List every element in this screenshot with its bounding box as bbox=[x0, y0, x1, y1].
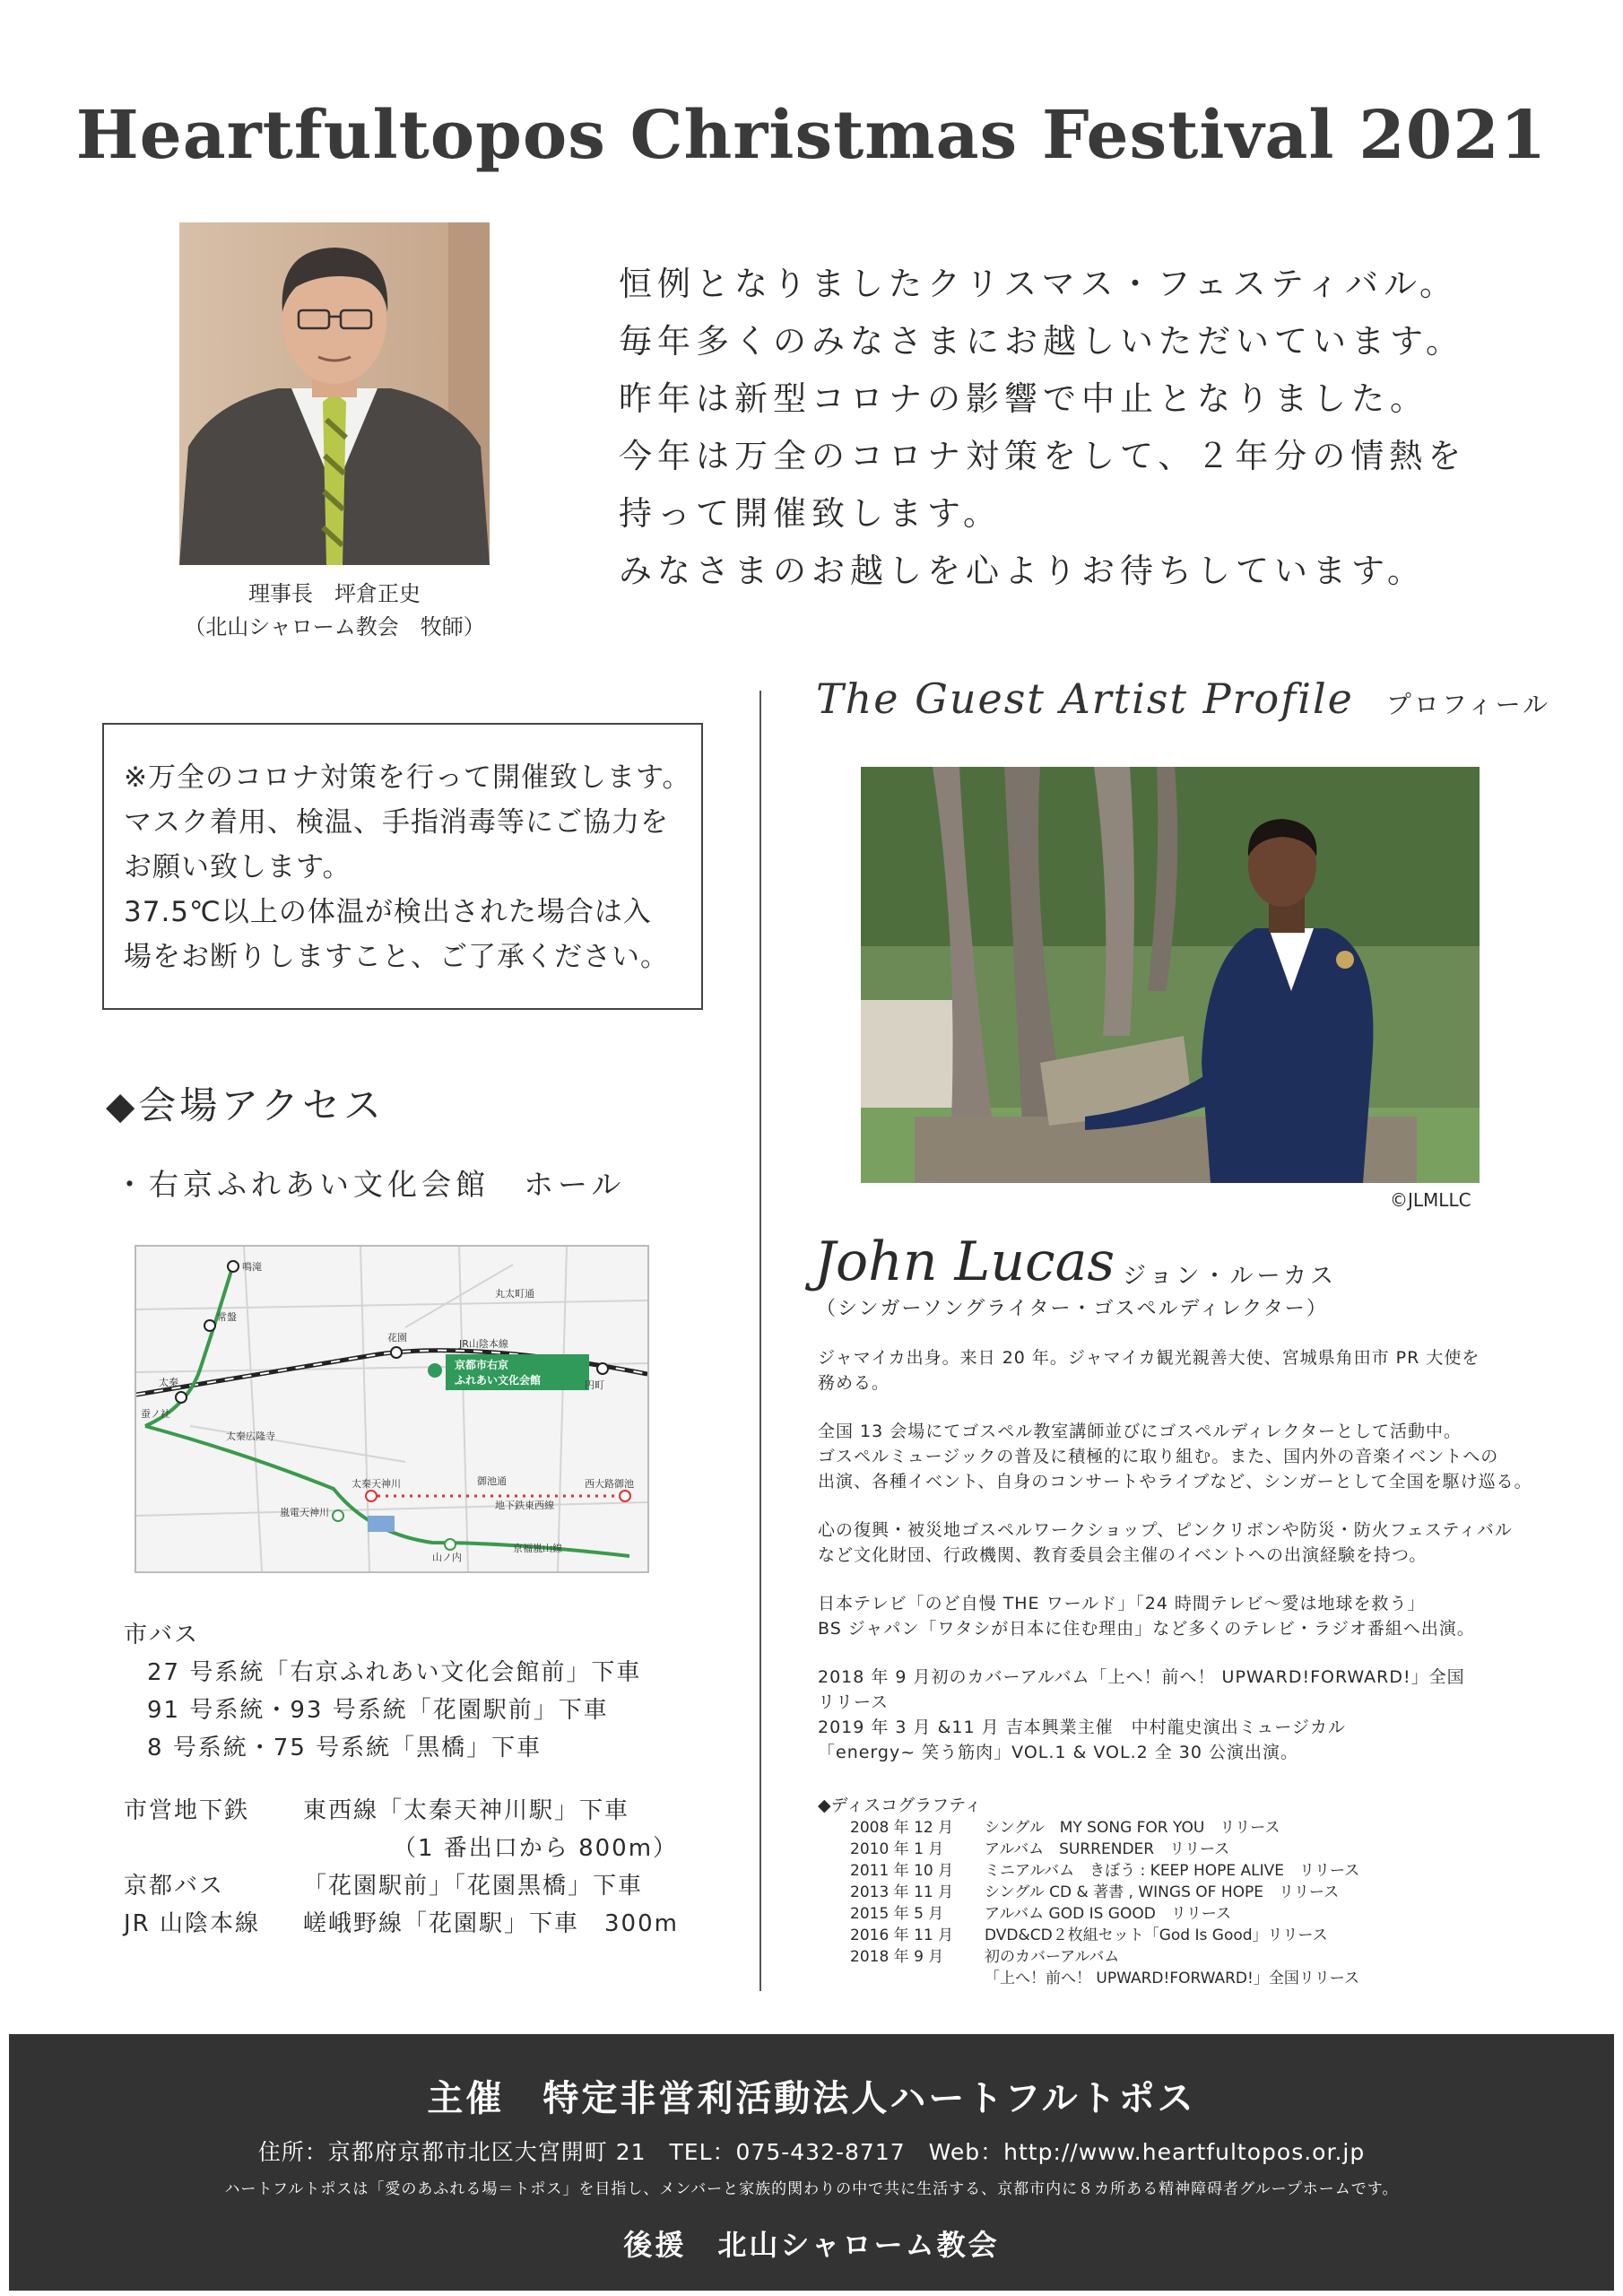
discography-date: 2010 年 1 月 bbox=[850, 1840, 944, 1858]
map-venue-label: ふれあい文化会館 bbox=[455, 1374, 542, 1387]
bio-line: ジャマイカ出身。来日 20 年。ジャマイカ観光親善大使、宮城県角田市 PR 大使を bbox=[818, 1348, 1480, 1368]
photo-copyright: ©JLMLLC bbox=[1390, 1189, 1471, 1211]
chairman-caption-affiliation: （北山シャローム教会 牧師） bbox=[184, 614, 485, 639]
map-label-randen-tenjingawa: 嵐電天神川 bbox=[280, 1507, 329, 1518]
footer-address: 住所：京都府京都市北区大宮開町 21 TEL：075-432-8717 Web：http://www.heartfultopos.or.jp bbox=[257, 2139, 1366, 2165]
discography-text: 初のカバーアルバム bbox=[985, 1948, 1120, 1966]
discography-item bbox=[850, 1968, 1359, 1989]
map-label-uzumasa-tenjingawa: 太秦天神川 bbox=[352, 1478, 401, 1490]
discography-list bbox=[850, 1817, 1359, 1989]
bio-line: 日本テレビ「のど自慢 THE ワールド」「24 時間テレビ～愛は地球を救う」 bbox=[818, 1594, 1426, 1613]
transit-directions bbox=[124, 1616, 679, 1943]
map-label-oike: 御池通 bbox=[477, 1475, 507, 1487]
subway-label: 市営地下鉄 bbox=[124, 1797, 250, 1824]
jr-value: 嵯峨野線「花園駅」下車 300m bbox=[303, 1910, 679, 1937]
discography-text: シングル CD & 著書 , WINGS OF HOPE リリース bbox=[985, 1883, 1340, 1901]
artist-name: John Lucas bbox=[814, 1231, 1115, 1293]
greeting-line: 昨年は新型コロナの影響で中止となりました。 bbox=[619, 379, 1428, 418]
profile-heading bbox=[816, 674, 1550, 723]
map-label-marutamachi: 丸太町通 bbox=[495, 1288, 534, 1300]
bio-line: など文化財団、行政機関、教育委員会主催のイベントへの出演経験を持つ。 bbox=[818, 1545, 1428, 1565]
access-map bbox=[135, 1245, 649, 1573]
map-label-narutaki: 鳴滝 bbox=[242, 1261, 262, 1273]
notice-line: 場をお断りしますこと、ご了承ください。 bbox=[124, 941, 669, 973]
bio-paragraph bbox=[818, 1518, 1553, 1568]
discography-text: 「上へ！前へ！ UPWARD!FORWARD!」全国リリース bbox=[985, 1970, 1359, 1987]
notice-line: ※万全のコロナ対策を行って開催致します。 bbox=[124, 761, 691, 794]
notice-line: お願い致します。 bbox=[124, 851, 352, 883]
greeting-line: 持って開催致します。 bbox=[619, 494, 1002, 533]
profile-heading-jp: プロフィール bbox=[1385, 690, 1551, 719]
page-title: Heartfultopos Christmas Festival 2021 bbox=[75, 97, 1548, 174]
discography-date: 2008 年 12 月 bbox=[850, 1819, 954, 1837]
covid-notice-box bbox=[102, 723, 703, 1010]
discography-item bbox=[850, 1903, 1359, 1925]
greeting-message bbox=[619, 256, 1466, 600]
bio-paragraph bbox=[818, 1345, 1553, 1396]
map-label-jr-line: JR山陰本線 bbox=[459, 1338, 508, 1350]
city-bus-route: 8 号系統・75 号系統「黒橋」下車 bbox=[147, 1735, 542, 1761]
map-label-hanazono: 花園 bbox=[387, 1332, 407, 1344]
bio-line: 全国 13 会場にてゴスペル教室講師並びにゴスペルディレクターとして活動中。 bbox=[818, 1422, 1462, 1441]
bio-line: 2019 年 3 月 &11 月 吉本興業主催 中村龍史演出ミュージカル bbox=[818, 1718, 1346, 1737]
discography-date: 2018 年 9 月 bbox=[850, 1948, 944, 1966]
map-label-tokiwa: 常盤 bbox=[217, 1311, 237, 1323]
city-bus-route: 91 号系統・93 号系統「花園駅前」下車 bbox=[147, 1697, 609, 1724]
map-venue-label: 京都市右京 bbox=[455, 1359, 509, 1371]
bio-line: 「energy~ 笑う筋肉」VOL.1 & VOL.2 全 30 公演出演。 bbox=[818, 1743, 1299, 1762]
map-label-kaikonoyashiro: 蚕ノ社 bbox=[141, 1408, 170, 1420]
city-bus-route: 27 号系統「右京ふれあい文化会館前」下車 bbox=[147, 1659, 642, 1686]
discography-heading: ◆ディスコグラフティ bbox=[818, 1796, 982, 1815]
footer-support: 後援 北山シャローム教会 bbox=[623, 2228, 1000, 2262]
artist-name-jp: ジョン・ルーカス bbox=[1123, 1263, 1337, 1290]
discography-date: 2016 年 11 月 bbox=[850, 1926, 954, 1944]
bio-paragraph bbox=[818, 1591, 1553, 1641]
subway-value: 東西線「太秦天神川駅」下車 bbox=[303, 1797, 630, 1824]
profile-heading-en: The Guest Artist Profile bbox=[816, 674, 1354, 723]
discography-text: ミニアルバム きぼう : KEEP HOPE ALIVE リリース bbox=[985, 1862, 1360, 1880]
bio-line: リリース bbox=[818, 1692, 890, 1712]
map-label-saiin: 西大路御池 bbox=[585, 1478, 634, 1490]
chairman-caption bbox=[135, 578, 534, 644]
venue-name: ・右京ふれあい文化会館 ホール bbox=[115, 1167, 626, 1202]
discography-item bbox=[850, 1882, 1359, 1903]
map-label-tozai-line: 地下鉄東西線 bbox=[495, 1500, 554, 1511]
discography-item bbox=[850, 1839, 1359, 1860]
kyoto-bus-label: 京都バス bbox=[124, 1873, 225, 1900]
column-divider bbox=[759, 691, 761, 1991]
discography-date: 2015 年 5 月 bbox=[850, 1905, 944, 1923]
discography-item bbox=[850, 1817, 1359, 1839]
notice-line: 37.5℃以上の体温が検出された場合は入 bbox=[124, 896, 652, 928]
greeting-line: 今年は万全のコロナ対策をして、２年分の情熱を bbox=[619, 437, 1467, 475]
chairman-caption-name: 理事長 坪倉正史 bbox=[248, 581, 421, 606]
kyoto-bus-value: 「花園駅前」「花園黒橋」下車 bbox=[303, 1873, 644, 1900]
bio-line: 2018 年 9 月初のカバーアルバム「上へ！前へ！ UPWARD!FORWARD!」全国 bbox=[818, 1667, 1465, 1687]
greeting-line: 恒例となりましたクリスマス・フェスティバル。 bbox=[619, 265, 1459, 303]
artist-photo bbox=[861, 767, 1480, 1183]
map-label-yamanouchi: 山ノ内 bbox=[432, 1552, 462, 1563]
discography-text: アルバム SURRENDER リリース bbox=[985, 1840, 1230, 1858]
discography-date: 2011 年 10 月 bbox=[850, 1862, 954, 1880]
map-label-emmachi: 円町 bbox=[585, 1379, 604, 1391]
footer-organizer: 主催 特定非営利活動法人ハートフルトポス bbox=[427, 2078, 1196, 2119]
discography-date: 2013 年 11 月 bbox=[850, 1883, 954, 1901]
notice-line: マスク着用、検温、手指消毒等にご協力を bbox=[124, 806, 669, 839]
bio-line: BS ジャパン「ワタシが日本に住む理由」など多くのテレビ・ラジオ番組へ出演。 bbox=[818, 1619, 1475, 1639]
footer-banner bbox=[9, 2034, 1614, 2291]
greeting-line: みなさまのお越しを心よりお待ちしています。 bbox=[619, 552, 1427, 590]
bio-line: ゴスペルミュージックの普及に積極的に取り組む。また、国内外の音楽イベントへの bbox=[818, 1447, 1499, 1466]
discography-item bbox=[850, 1946, 1359, 1968]
bio-line: 心の復興・被災地ゴスペルワークショップ、ピンクリボンや防災・防火フェスティバル bbox=[818, 1520, 1513, 1540]
bio-paragraph bbox=[818, 1419, 1553, 1494]
discography-text: アルバム GOD IS GOOD リリース bbox=[985, 1905, 1231, 1923]
discography-text: DVD&CD２枚組セット「God Is Good」リリース bbox=[985, 1926, 1328, 1944]
city-bus-label: 市バス bbox=[124, 1622, 200, 1648]
discography-item bbox=[850, 1925, 1359, 1946]
artist-role: （シンガーソングライター・ゴスペルディレクター） bbox=[816, 1298, 1328, 1320]
map-label-uzumasa-koryuji: 太秦広隆寺 bbox=[226, 1431, 275, 1442]
map-label-randen-line: 京福嵐山線 bbox=[513, 1543, 562, 1554]
access-heading: ◆会場アクセス bbox=[106, 1083, 386, 1127]
bio-line: 出演、各種イベント、自身のコンサートやライブなど、シンガーとして全国を駆け巡る。 bbox=[818, 1472, 1532, 1492]
bio-line: 務める。 bbox=[818, 1373, 890, 1393]
discography-text: シングル MY SONG FOR YOU リリース bbox=[985, 1819, 1280, 1837]
bio-paragraph bbox=[818, 1665, 1553, 1765]
greeting-line: 毎年多くのみなさまにお越しいただいています。 bbox=[619, 322, 1465, 361]
chairman-photo bbox=[179, 222, 490, 565]
footer-description: ハートフルトポスは「愛のあふれる場＝トポス」を目指し、メンバーと家族的関わりの中で共に生活する、京都市内に８カ所ある精神障碍者グループホームです。 bbox=[224, 2180, 1399, 2198]
discography-item bbox=[850, 1860, 1359, 1882]
jr-label: JR 山陰本線 bbox=[124, 1910, 260, 1937]
artist-bio bbox=[818, 1345, 1553, 1788]
subway-note: （1 番出口から 800m） bbox=[393, 1835, 679, 1862]
map-label-uzumasa: 太秦 bbox=[159, 1377, 178, 1388]
